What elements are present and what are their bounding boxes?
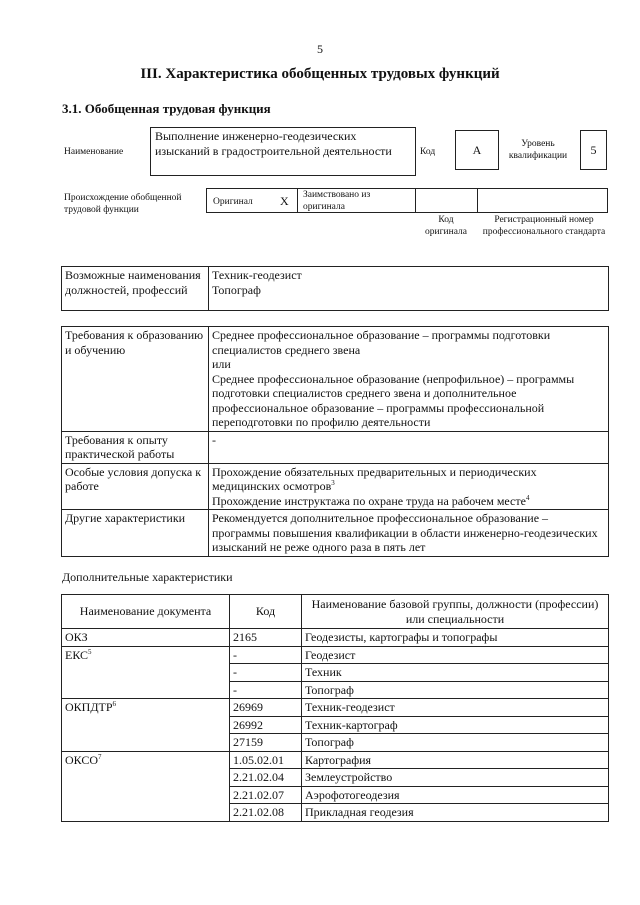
code-value: А <box>472 143 482 157</box>
footnote: 7 <box>98 752 102 761</box>
section-title: III. Характеристика обобщенных трудовых функций <box>140 66 500 82</box>
divider <box>415 188 416 213</box>
level-box <box>580 130 607 170</box>
reg-number-label: Регистрационный номер профессионального стандарта <box>482 215 606 238</box>
level-label: Уровень квалификации <box>508 139 568 162</box>
page-number: 5 <box>317 42 323 56</box>
doc-code: - <box>230 681 302 699</box>
doc-name: ОКПДТР$^6$ <box>62 699 230 752</box>
positions-table <box>61 266 609 311</box>
req-label-experience: Требования к опыту практической работы <box>62 431 209 463</box>
doc-title: Техник <box>302 664 609 682</box>
subsection-title: 3.1. Обобщенная трудовая функция <box>62 101 271 116</box>
doc-title: Техник-геодезист <box>302 699 609 717</box>
req-line: Прохождение обязательных предварительных и периодических медицинских осмотров$^3$ <box>212 464 537 493</box>
position-item: Топограф <box>212 282 261 297</box>
doc-title: Картография <box>302 751 609 769</box>
doc-title: Аэрофотогеодезия <box>302 786 609 804</box>
col-header-code: Код <box>230 595 302 629</box>
doc-code: 26969 <box>230 699 302 717</box>
doc-title: Геодезисты, картографы и топографы <box>302 629 609 647</box>
doc-title: Топограф <box>302 734 609 752</box>
doc-code: 2.21.02.04 <box>230 769 302 787</box>
footnote: 3 <box>331 479 335 487</box>
doc-title: Прикладная геодезия <box>302 804 609 822</box>
req-line: или <box>212 357 231 371</box>
req-education <box>209 327 609 432</box>
req-line: Прохождение инструктажа по охране труда на рабочем месте$^4$ <box>212 493 530 508</box>
doc-code: 26992 <box>230 716 302 734</box>
doc-title: Землеустройство <box>302 769 609 787</box>
doc-title: Техник-картограф <box>302 716 609 734</box>
req-label-other: Другие характеристики <box>62 510 209 557</box>
origin-box <box>206 188 608 213</box>
divider <box>477 188 478 213</box>
additional-table <box>61 594 609 822</box>
original-mark: X <box>280 194 289 208</box>
req-line: Среднее профессиональное образование – программы подготовки специалистов среднего звена <box>212 328 551 357</box>
positions-label: Возможные наименования должностей, профессий <box>62 267 209 311</box>
function-name: Выполнение инженерно-геодезических изысканий в градостроительной деятельности <box>155 129 392 158</box>
doc-code: 27159 <box>230 734 302 752</box>
code-label: Код <box>420 147 436 157</box>
original-label: Оригинал <box>213 197 253 207</box>
level-value: 5 <box>590 143 597 157</box>
req-other: Рекомендуется дополнительное профессиональное образование – программы повышения квалификации в области инженерно-геодезических изысканий не реже одного раза в пять лет <box>209 510 609 557</box>
doc-code: 2165 <box>230 629 302 647</box>
position-item: Техник-геодезист <box>212 268 302 282</box>
req-label-admission: Особые условия допуска к работе <box>62 463 209 510</box>
footnote: 6 <box>112 700 117 708</box>
divider <box>297 188 298 213</box>
function-name-box <box>150 127 416 176</box>
doc-title: Геодезист <box>302 646 609 664</box>
doc-title: Топограф <box>302 681 609 699</box>
doc-code: - <box>230 664 302 682</box>
doc-name: ОКСО$^7$ <box>62 751 230 821</box>
col-header-doc: Наименование документа <box>62 595 230 629</box>
footnote: 4 <box>525 493 530 502</box>
doc-code: 2.21.02.07 <box>230 786 302 804</box>
positions-values <box>209 267 609 311</box>
req-line: Среднее профессиональное образование (непрофильное) – программы подготовки специалистов среднего звена и дополнительное профессиональное образование – программы профессиональной переподготовки по профилю деятельности <box>212 371 575 429</box>
additional-title: Дополнительные характеристики <box>62 570 233 584</box>
doc-name: ЕКС$^5$ <box>62 646 230 699</box>
code-box <box>455 130 499 170</box>
borrowed-label: Заимствовано из оригинала <box>303 190 371 213</box>
req-experience: - <box>209 431 609 463</box>
doc-code: - <box>230 646 302 664</box>
doc-code: 2.21.02.08 <box>230 804 302 822</box>
name-label: Наименование <box>64 147 124 157</box>
code-original-label: Код оригинала <box>425 215 467 238</box>
col-header-name: Наименование базовой группы, должности (профессии) или специальности <box>302 595 609 629</box>
req-label-education: Требования к образованию и обучению <box>62 327 209 432</box>
requirements-table <box>61 326 609 557</box>
req-admission <box>209 463 609 510</box>
doc-code: 1.05.02.01 <box>230 751 302 769</box>
doc-name: ОКЗ <box>62 629 230 647</box>
footnote: 5 <box>88 647 92 656</box>
origin-label: Происхождение обобщенной трудовой функции <box>64 193 182 216</box>
